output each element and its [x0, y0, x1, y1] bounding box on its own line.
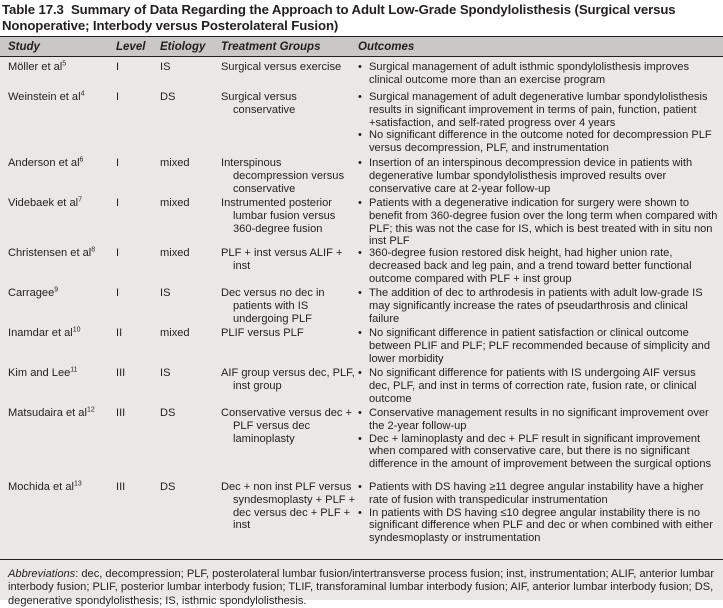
etiology-cell: IS [160, 367, 171, 379]
outcome-item: • In patients with DS having ≤10 degree angular instability there is no significant difference when PLF and dec or when combined with either syndesmoplasty or instrumentation [358, 507, 718, 545]
outcomes-cell [358, 247, 718, 285]
level-cell: III [116, 481, 126, 493]
etiology-cell: mixed [160, 157, 190, 169]
table-title [2, 2, 721, 34]
outcomes-cell [358, 481, 718, 545]
etiology-cell: DS [160, 91, 176, 103]
etiology-cell: IS [160, 287, 171, 299]
study-cell: Inamdar et $al^{10}$ [8, 326, 81, 339]
header-etiology: Etiology [160, 41, 206, 53]
study-cell: Mochida et $al^{13}$ [8, 480, 82, 493]
outcome-item: • Patients with a degenerative indication for surgery were shown to benefit from 360-degree fusion over the long term when compared with PLF; this was not the case for IS, which is best treated with in situ non inst PLF [358, 197, 718, 248]
treatment-cell: Instrumented posterior lumbar fusion versus 360-degree fusion [221, 197, 336, 235]
treatment-cell: Dec + non inst PLF versus syndesmoplasty + PLF + dec versus dec + PLF + inst [221, 481, 356, 532]
outcomes-cell [358, 197, 718, 248]
etiology-cell: IS [160, 61, 171, 73]
treatment-cell: PLF + inst versus ALIF + inst [221, 247, 343, 272]
etiology-cell: DS [160, 481, 176, 493]
level-cell: I [116, 197, 120, 209]
outcome-item: • Patients with DS having ≥11 degree angular instability have a higher rate of fusion with transpedicular instrumentation [358, 481, 718, 507]
level-cell: I [116, 247, 120, 259]
abbreviations-label: Abbreviations [8, 568, 76, 580]
outcome-item: • No significant difference in patient satisfaction or clinical outcome between PLIF and PLF; PLF recommended because of simplicity and lower morbidity [358, 327, 718, 365]
etiology-cell: DS [160, 407, 176, 419]
etiology-cell: mixed [160, 197, 190, 209]
table-number: Table 17.3 [2, 2, 64, 17]
treatment-cell: Surgical versus conservative [221, 91, 297, 116]
treatment-cell: Surgical versus exercise [221, 61, 342, 73]
outcomes-cell [358, 287, 718, 325]
study-cell: Anderson et $al^6$ [8, 156, 84, 169]
outcomes-cell [358, 407, 718, 471]
study-cell: Videbaek et $al^7$ [8, 196, 83, 209]
outcome-item: • Surgical management of adult degenerative lumbar spondylolisthesis results in significant improvement in terms of pain, function, patient +satisfaction, and self-rated progress over 4 years [358, 91, 718, 129]
outcome-item: • The addition of dec to arthrodesis in patients with adult low-grade IS may significantly increase the rates of pseudarthrosis and clinical failure [358, 287, 718, 325]
level-cell: III [116, 407, 126, 419]
outcome-item: • No significant difference for patients with IS undergoing AIF versus dec, PLF, and inst in terms of correction rate, fusion rate, or clinical outcome [358, 367, 718, 405]
study-cell: Möller et $al^5$ [8, 60, 67, 73]
outcomes-cell [358, 157, 718, 195]
outcomes-cell [358, 367, 718, 405]
level-cell: I [116, 157, 120, 169]
study-cell: Matsudaira et $al^{12}$ [8, 406, 95, 419]
outcomes-cell [358, 91, 718, 155]
level-cell: I [116, 287, 120, 299]
outcome-item: • 360-degree fusion restored disk height, had higher union rate, decreased back and leg pain, and a trend toward better functional outcome compared with PLF + inst group [358, 247, 718, 285]
outcome-item: • No significant difference in the outcome noted for decompression PLF versus decompression, PLF, and instrumentation [358, 129, 718, 155]
table-header-row [0, 37, 723, 57]
abbreviations-text: : dec, decompression; PLF, posterolateral lumbar fusion/intertransverse process fusion; inst, instrumentation; ALIF, anterior lumbar interbody fusion; PLIF, posterior lumbar interbody fusion; TLIF, transforaminal lumbar interbody fusion; AIF, anterior lumbar interbody fusion; DS, degenerative spondylolisthesis; IS, isthmic spondylolisthesis. [8, 568, 715, 607]
treatment-cell: Interspinous decompression versus conservative [221, 157, 344, 195]
data-table [0, 36, 723, 607]
study-cell: Carragee$^9$ [8, 286, 59, 299]
study-cell: Kim and Lee$^{11}$ [8, 366, 78, 379]
treatment-cell: PLIF versus PLF [221, 327, 304, 339]
treatment-cell: Conservative versus dec + PLF versus dec laminoplasty [221, 407, 353, 445]
header-outcomes: Outcomes [358, 41, 415, 53]
study-cell: Christensen et $al^8$ [8, 246, 96, 259]
outcomes-cell [358, 327, 718, 365]
header-study: Study [8, 41, 40, 53]
outcome-item: • Insertion of an interspinous decompression device in patients with degenerative lumbar spondylolisthesis improved results over conservative care at 2-year follow-up [358, 157, 718, 195]
abbreviations-footnote [8, 568, 716, 608]
table-bottom-rule [0, 559, 723, 560]
treatment-cell: AIF group versus dec, PLF, inst group [221, 367, 355, 392]
outcome-item: • Surgical management of adult isthmic spondylolisthesis improves clinical outcome more than an exercise program [358, 61, 718, 87]
study-cell: Weinstein et $al^4$ [8, 90, 85, 103]
etiology-cell: mixed [160, 247, 190, 259]
table-caption: Summary of Data Regarding the Approach to Adult Low-Grade Spondylolisthesis (Surgical versus Nonoperative; Interbody versus Posterolateral Fusion) [2, 2, 676, 33]
level-cell: I [116, 91, 120, 103]
outcome-item: • Dec + laminoplasty and dec + PLF result in significant improvement when compared with conservative care, but there is no significant difference in the amount of improvement between the surgical options [358, 433, 718, 471]
level-cell: II [116, 327, 123, 339]
level-cell: I [116, 61, 120, 73]
header-level: Level [116, 41, 146, 53]
outcome-item: • Conservative management results in no significant improvement over the 2-year follow-up [358, 407, 718, 433]
etiology-cell: mixed [160, 327, 190, 339]
outcomes-cell [358, 61, 718, 87]
header-treatment-groups: Treatment Groups [221, 41, 321, 53]
treatment-cell: Dec versus no dec in patients with IS undergoing PLF [221, 287, 325, 325]
level-cell: III [116, 367, 126, 379]
